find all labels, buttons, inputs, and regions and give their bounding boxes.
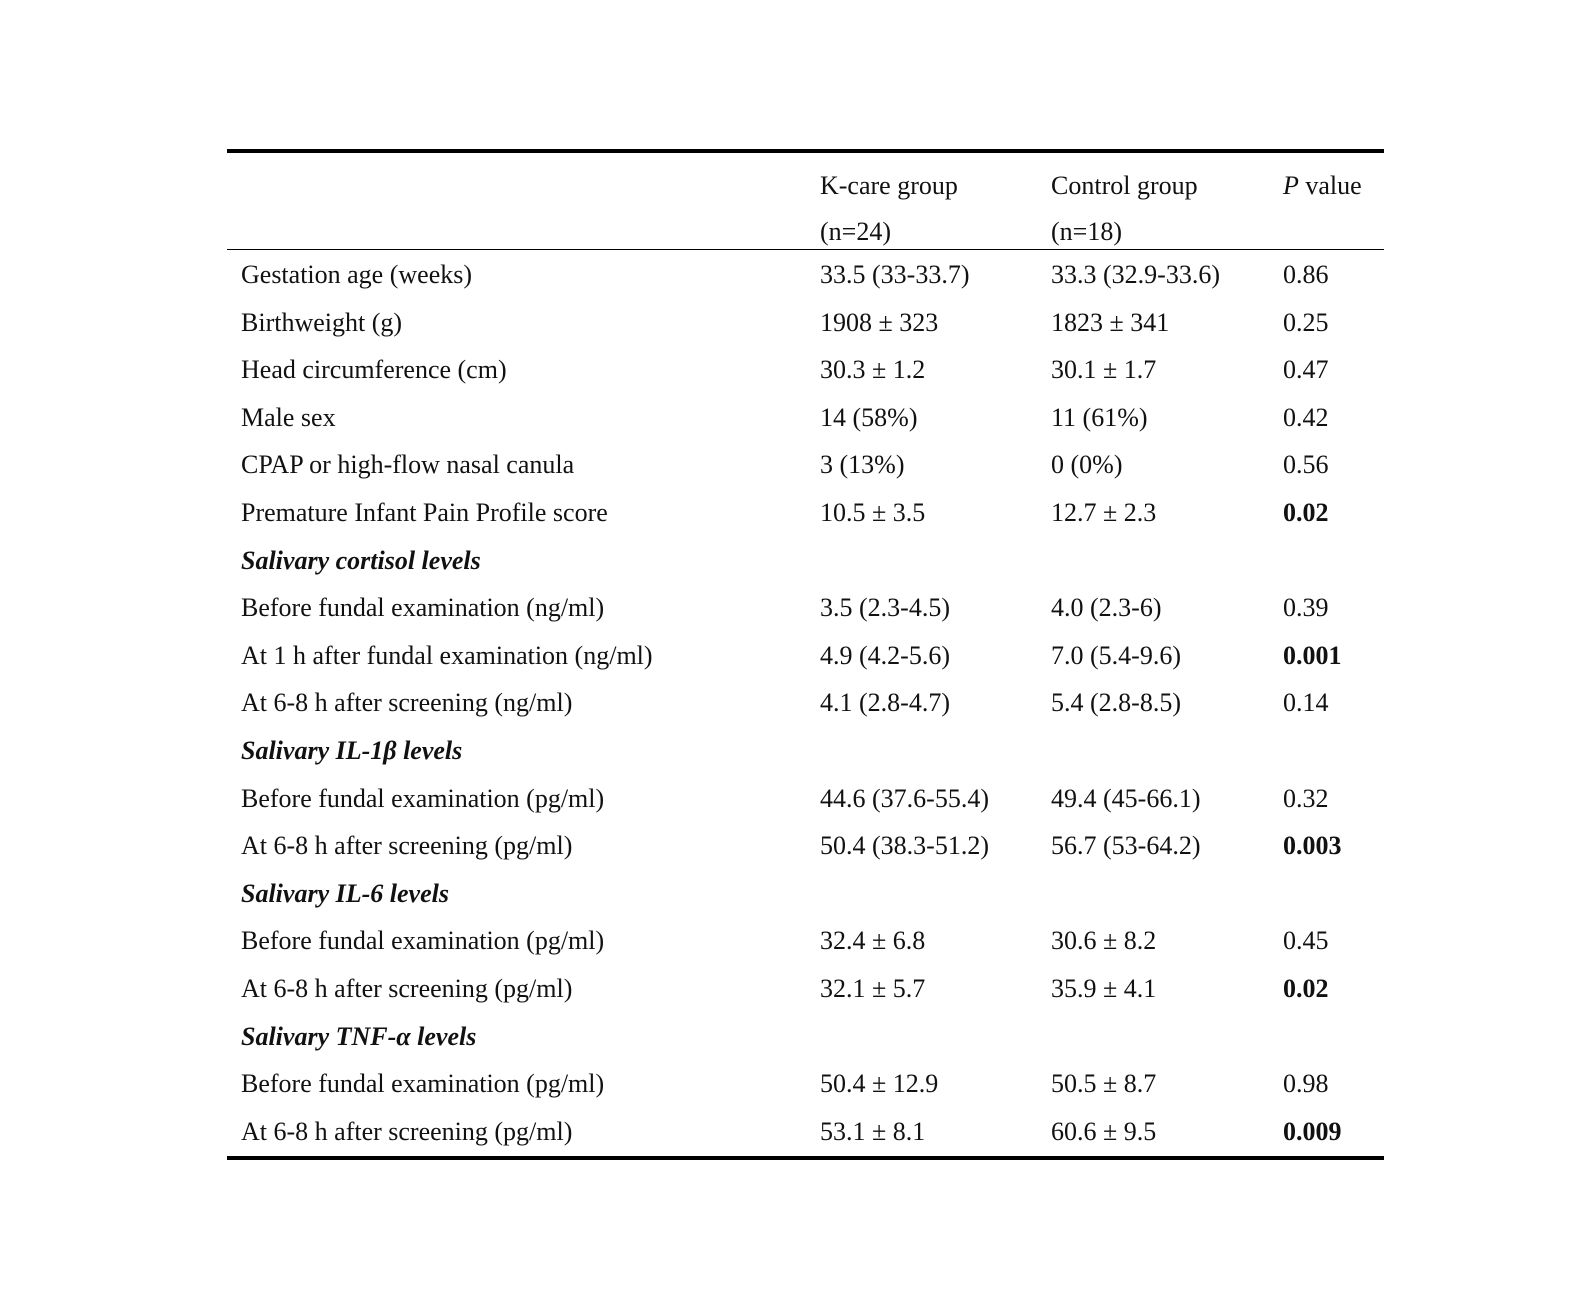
- row-k-care: 44.6 (37.6-55.4): [820, 783, 989, 813]
- row-k-care: 50.4 (38.3-51.2): [820, 831, 989, 861]
- row-control: 11 (61%): [1051, 402, 1148, 432]
- results-table: [227, 149, 1384, 1160]
- row-label: Male sex: [241, 402, 336, 432]
- section-label: Salivary IL-1β levels: [241, 735, 463, 765]
- row-control: 56.7 (53-64.2): [1051, 831, 1201, 861]
- table-row: [227, 489, 1384, 537]
- header-k-care-n: (n=24): [820, 217, 891, 246]
- row-p-value: 0.32: [1283, 783, 1329, 813]
- row-label: Before fundal examination (ng/ml): [241, 593, 605, 623]
- row-p-value-significant: 0.003: [1283, 831, 1342, 861]
- row-control: 60.6 ± 9.5: [1051, 1116, 1157, 1146]
- row-control: 1823 ± 341: [1051, 307, 1170, 337]
- row-label: CPAP or high-flow nasal canula: [241, 450, 575, 480]
- table-row: [227, 1060, 1384, 1108]
- row-k-care: 53.1 ± 8.1: [820, 1116, 926, 1146]
- table-row: [227, 1108, 1384, 1156]
- row-control: 35.9 ± 4.1: [1051, 973, 1157, 1003]
- row-p-value: 0.25: [1283, 307, 1329, 337]
- row-p-value: 0.98: [1283, 1069, 1329, 1099]
- row-control: 5.4 (2.8-8.5): [1051, 688, 1181, 718]
- header-k-care-title: K-care group: [820, 171, 958, 200]
- row-control: 4.0 (2.3-6): [1051, 593, 1162, 623]
- row-control: 12.7 ± 2.3: [1051, 497, 1157, 527]
- row-label: At 6-8 h after screening (pg/ml): [241, 831, 573, 861]
- row-p-value-significant: 0.001: [1283, 640, 1342, 670]
- header-p-symbol: P: [1283, 171, 1299, 200]
- row-control: 7.0 (5.4-9.6): [1051, 640, 1181, 670]
- table-row: [227, 394, 1384, 442]
- row-p-value: 0.47: [1283, 355, 1329, 385]
- row-p-value: 0.39: [1283, 593, 1329, 623]
- section-label: Salivary IL-6 levels: [241, 878, 449, 908]
- row-k-care: 32.4 ± 6.8: [820, 926, 926, 956]
- row-label: At 6-8 h after screening (pg/ml): [241, 1116, 573, 1146]
- row-p-value: 0.45: [1283, 926, 1329, 956]
- header-k-care: [820, 163, 958, 255]
- row-label: Birthweight (g): [241, 307, 403, 337]
- row-p-value-significant: 0.02: [1283, 973, 1329, 1003]
- table-row: [227, 299, 1384, 347]
- section-heading-il6: [227, 870, 1384, 918]
- section-heading-tnfa: [227, 1013, 1384, 1061]
- table-row: [227, 822, 1384, 870]
- row-p-value-significant: 0.02: [1283, 497, 1329, 527]
- row-k-care: 30.3 ± 1.2: [820, 355, 926, 385]
- row-p-value: 0.56: [1283, 450, 1329, 480]
- row-label: Premature Infant Pain Profile score: [241, 497, 608, 527]
- table-row: [227, 346, 1384, 394]
- header-p-value: [1283, 163, 1362, 209]
- section-heading-cortisol: [227, 537, 1384, 585]
- section-heading-il1b: [227, 727, 1384, 775]
- table-body: [227, 250, 1384, 1156]
- table-row: [227, 251, 1384, 299]
- header-control: [1051, 163, 1198, 255]
- row-control: 30.6 ± 8.2: [1051, 926, 1157, 956]
- table-row: [227, 917, 1384, 965]
- table-row: [227, 679, 1384, 727]
- table-row: [227, 632, 1384, 680]
- table-header: [227, 153, 1384, 249]
- row-label: Head circumference (cm): [241, 355, 507, 385]
- row-k-care: 3 (13%): [820, 450, 905, 480]
- section-label: Salivary cortisol levels: [241, 545, 481, 575]
- row-k-care: 50.4 ± 12.9: [820, 1069, 939, 1099]
- header-control-n: (n=18): [1051, 217, 1122, 246]
- section-label: Salivary TNF-α levels: [241, 1021, 477, 1051]
- table-row: [227, 441, 1384, 489]
- row-label: Before fundal examination (pg/ml): [241, 783, 605, 813]
- row-p-value-significant: 0.009: [1283, 1116, 1342, 1146]
- table-row: [227, 965, 1384, 1013]
- row-label: At 6-8 h after screening (pg/ml): [241, 973, 573, 1003]
- row-label: At 6-8 h after screening (ng/ml): [241, 688, 573, 718]
- row-p-value: 0.86: [1283, 260, 1329, 289]
- row-label: At 1 h after fundal examination (ng/ml): [241, 640, 653, 670]
- row-k-care: 4.9 (4.2-5.6): [820, 640, 950, 670]
- row-k-care: 3.5 (2.3-4.5): [820, 593, 950, 623]
- row-control: 30.1 ± 1.7: [1051, 355, 1157, 385]
- row-p-value: 0.42: [1283, 402, 1329, 432]
- header-control-title: Control group: [1051, 171, 1198, 200]
- row-label: Gestation age (weeks): [241, 260, 473, 289]
- row-k-care: 14 (58%): [820, 402, 918, 432]
- row-k-care: 33.5 (33-33.7): [820, 260, 970, 289]
- row-control: 50.5 ± 8.7: [1051, 1069, 1157, 1099]
- row-p-value: 0.14: [1283, 688, 1329, 718]
- table-bottom-rule: [227, 1156, 1384, 1160]
- row-label: Before fundal examination (pg/ml): [241, 926, 605, 956]
- row-k-care: 32.1 ± 5.7: [820, 973, 926, 1003]
- table-row: [227, 775, 1384, 823]
- table-row: [227, 584, 1384, 632]
- row-control: 0 (0%): [1051, 450, 1123, 480]
- row-control: 49.4 (45-66.1): [1051, 783, 1201, 813]
- row-k-care: 10.5 ± 3.5: [820, 497, 926, 527]
- row-k-care: 4.1 (2.8-4.7): [820, 688, 950, 718]
- row-label: Before fundal examination (pg/ml): [241, 1069, 605, 1099]
- row-control: 33.3 (32.9-33.6): [1051, 260, 1220, 289]
- header-p-label: value: [1298, 171, 1362, 200]
- row-k-care: 1908 ± 323: [820, 307, 939, 337]
